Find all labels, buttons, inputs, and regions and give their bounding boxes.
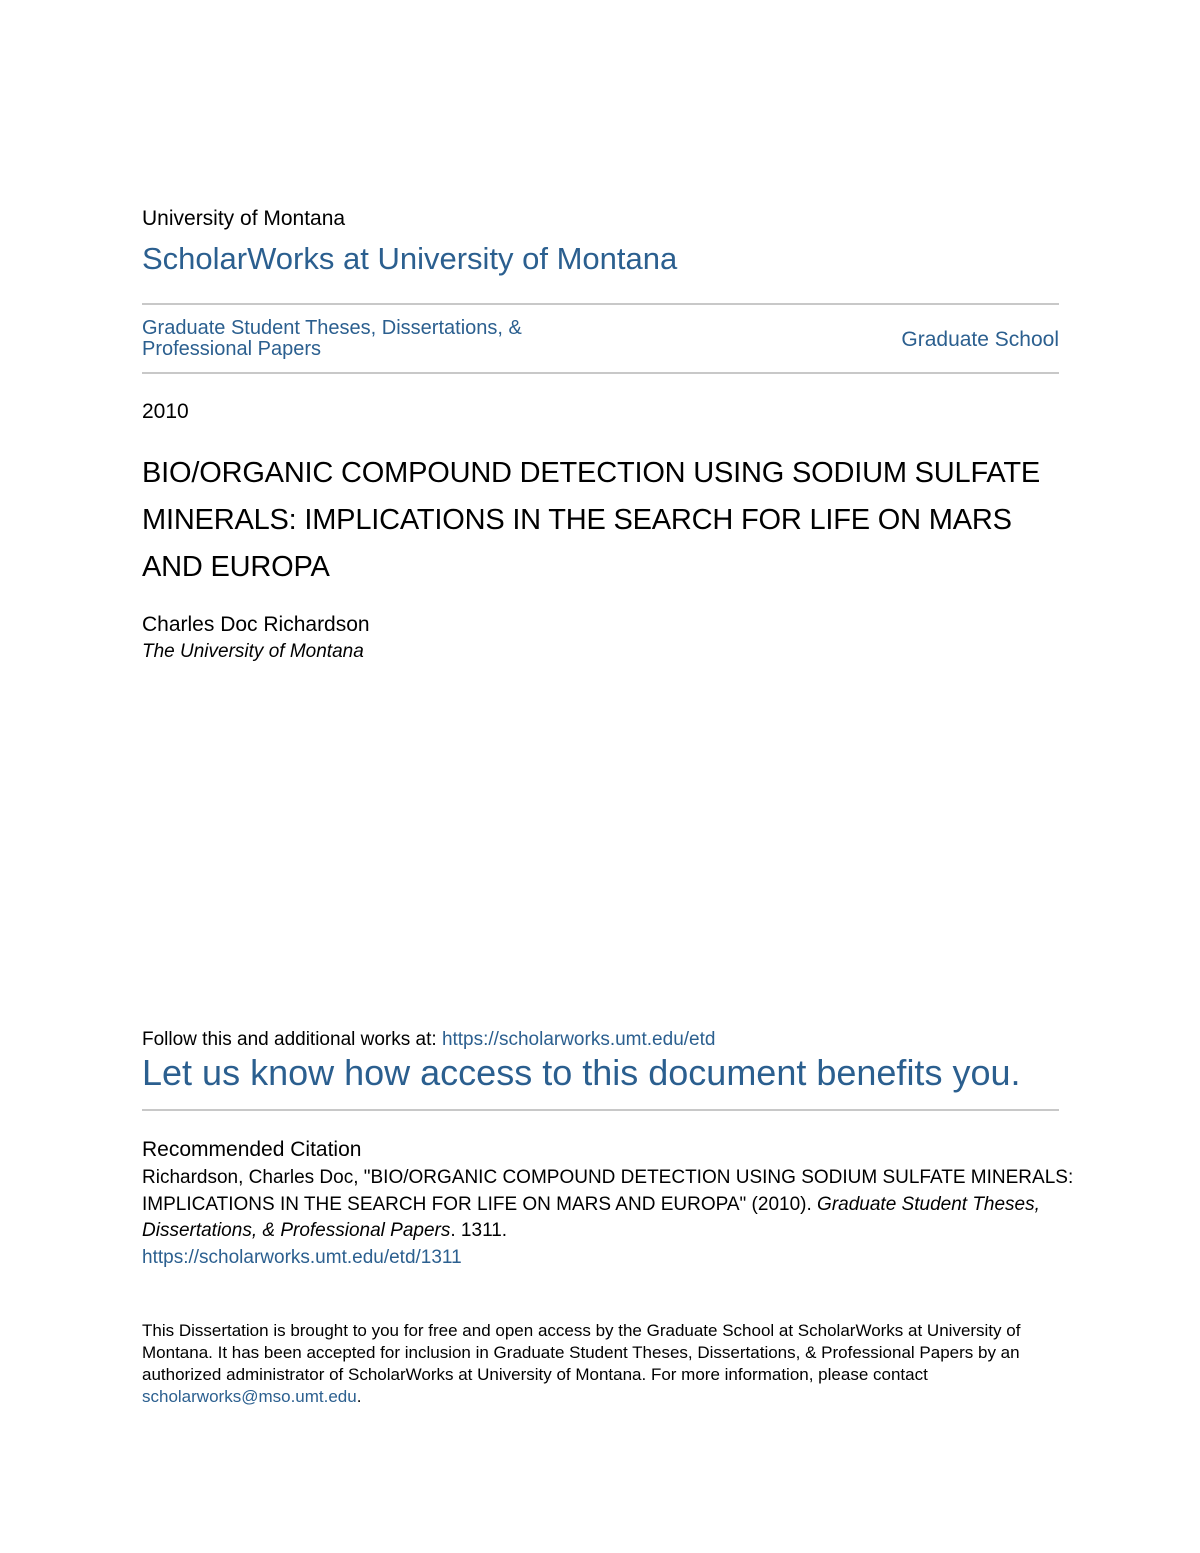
citation-line-3 [142,1218,1072,1245]
citation-url-link[interactable]: https://scholarworks.umt.edu/etd/1311 [142,1246,462,1268]
statement-line-4 [142,1386,1072,1408]
collection-link-line-1: Graduate Student Theses, Dissertations, & [142,317,522,339]
collection-link[interactable] [142,318,582,360]
recommended-citation [142,1165,1072,1271]
access-statement [142,1320,1072,1408]
citation-heading: Recommended Citation [142,1138,362,1161]
author-affiliation: The University of Montana [142,641,364,662]
citation-line-1: Richardson, Charles Doc, "BIO/ORGANIC COMPOUND DETECTION USING SODIUM SULFATE MINERALS: [142,1167,1074,1188]
statement-line-3: authorized administrator of ScholarWorks at University of Montana. For more information, please contact [142,1365,928,1384]
publication-year: 2010 [142,400,189,423]
institution-name: University of Montana [142,207,346,230]
title-line-3: AND EUROPA [142,551,330,583]
citation-series-part-2: Dissertations, & Professional Papers [142,1220,451,1241]
citation-line-2 [142,1192,1072,1219]
graduate-school-link[interactable]: Graduate School [901,328,1059,351]
author-name: Charles Doc Richardson [142,613,370,636]
statement-end: . [356,1387,362,1406]
citation-number: . 1311. [450,1220,508,1241]
collection-url-link[interactable]: https://scholarworks.umt.edu/etd [441,1029,716,1050]
follow-line [142,1027,715,1053]
follow-prefix: Follow this and additional works at: [142,1029,442,1050]
divider-middle [142,372,1059,374]
statement-line-1: This Dissertation is brought to you for free and open access by the Graduate School at ScholarWorks at University of [142,1321,1021,1340]
citation-series-part-1: Graduate Student Theses, [817,1193,1040,1215]
statement-line-2: Montana. It has been accepted for inclusion in Graduate Student Theses, Dissertations, & Professional Papers by an [142,1343,1020,1362]
document-title [142,450,1077,591]
citation-line-2-text: IMPLICATIONS IN THE SEARCH FOR LIFE ON MARS AND EUROPA" (2010). [142,1193,818,1215]
divider-top [142,303,1059,305]
contact-email-link[interactable]: scholarworks@mso.umt.edu [142,1387,357,1406]
divider-bottom [142,1109,1059,1111]
title-line-1: BIO/ORGANIC COMPOUND DETECTION USING SODIUM SULFATE [142,457,1041,489]
repository-link[interactable]: ScholarWorks at University of Montana [142,241,678,276]
collection-link-line-2: Professional Papers [142,338,321,360]
title-line-2: MINERALS: IMPLICATIONS IN THE SEARCH FOR LIFE ON MARS [142,504,1012,536]
benefit-feedback-link[interactable]: Let us know how access to this document benefits you. [142,1052,1021,1093]
